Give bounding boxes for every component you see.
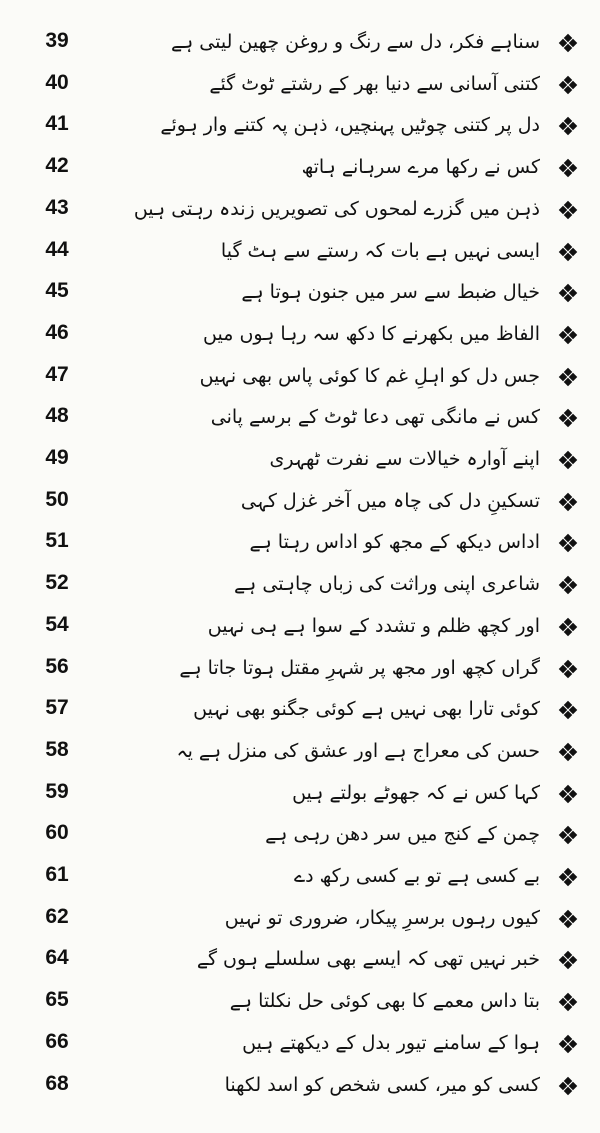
diamond-bullet-icon: [560, 369, 576, 385]
page-number: 66: [45, 1030, 69, 1053]
diamond-bullet-icon: [560, 77, 576, 93]
page-number: 65: [45, 988, 69, 1011]
diamond-bullet-icon: [560, 911, 576, 927]
toc-entry: [0, 481, 600, 522]
page-number: 58: [45, 738, 69, 761]
toc-entry: [0, 231, 600, 272]
entry-title: کتنی آسانی سے دنیا بھر کے رشتے ٹوٹ گئے: [209, 73, 540, 95]
diamond-bullet-icon: [560, 244, 576, 260]
toc-entry: [0, 356, 600, 397]
entry-title: کہا کس نے کہ جھوٹے بولتے ہیں: [292, 782, 540, 804]
diamond-bullet-icon: [560, 661, 576, 677]
page-number: 50: [45, 488, 69, 511]
entry-title: سناہے فکر، دل سے رنگ و روغن چھین لیتی ہے: [170, 31, 540, 53]
page-number: 48: [45, 404, 69, 427]
toc-entry: [0, 147, 600, 188]
diamond-bullet-icon: [560, 285, 576, 301]
diamond-bullet-icon: [560, 1036, 576, 1052]
toc-entry: [0, 564, 600, 605]
diamond-bullet-icon: [560, 577, 576, 593]
toc-entry: [0, 22, 600, 63]
page-number: 42: [45, 154, 69, 177]
toc-entry: [0, 439, 600, 480]
diamond-bullet-icon: [560, 535, 576, 551]
diamond-bullet-icon: [560, 786, 576, 802]
page-number: 64: [45, 946, 69, 969]
entry-title: بتا داس معمے کا بھی کوئی حل نکلتا ہے: [229, 990, 540, 1012]
toc-entry: [0, 1065, 600, 1106]
entry-title: دل پر کتنی چوٹیں پہنچیں، ذہن پہ کتنے وار ہوئے: [160, 114, 540, 136]
toc-entry: [0, 689, 600, 730]
page-number: 49: [45, 446, 69, 469]
diamond-bullet-icon: [560, 202, 576, 218]
entry-title: ایسی نہیں ہے بات کہ رستے سے ہٹ گیا: [220, 240, 540, 262]
page-number: 46: [45, 321, 69, 344]
diamond-bullet-icon: [560, 744, 576, 760]
toc-entry: [0, 856, 600, 897]
entry-title: کیوں رہوں برسرِ پیکار، ضروری تو نہیں: [224, 907, 540, 929]
page-number: 60: [45, 821, 69, 844]
toc-entry: [0, 314, 600, 355]
entry-title: کس نے رکھا مرے سرہانے ہاتھ: [301, 156, 540, 178]
diamond-bullet-icon: [560, 869, 576, 885]
page-number: 61: [45, 863, 69, 886]
entry-title: گراں کچھ اور مجھ پر شہرِ مقتل ہوتا جاتا ہے: [179, 657, 540, 679]
entry-title: خبر نہیں تھی کہ ایسے بھی سلسلے ہوں گے: [196, 948, 540, 970]
page-number: 39: [45, 29, 69, 52]
entry-title: الفاظ میں بکھرنے کا دکھ سہ رہا ہوں میں: [203, 323, 540, 345]
entry-title: کسی کو میر، کسی شخص کو اسد لکھنا: [224, 1074, 540, 1096]
diamond-bullet-icon: [560, 619, 576, 635]
diamond-bullet-icon: [560, 952, 576, 968]
page-number: 56: [45, 655, 69, 678]
page-number: 45: [45, 279, 69, 302]
toc-entry: [0, 64, 600, 105]
page-number: 57: [45, 696, 69, 719]
toc-entry: [0, 397, 600, 438]
diamond-bullet-icon: [560, 35, 576, 51]
toc-entry: [0, 814, 600, 855]
diamond-bullet-icon: [560, 994, 576, 1010]
toc-entry: [0, 1023, 600, 1064]
diamond-bullet-icon: [560, 327, 576, 343]
toc-entry: [0, 939, 600, 980]
diamond-bullet-icon: [560, 160, 576, 176]
entry-title: چمن کے کنج میں سر دھن رہی ہے: [265, 823, 540, 845]
toc-entry: [0, 898, 600, 939]
entry-title: کوئی تارا بھی نہیں ہے کوئی جگنو بھی نہیں: [193, 698, 540, 720]
entry-title: شاعری اپنی وراثت کی زباں چاہتی ہے: [234, 573, 540, 595]
toc-entry: [0, 105, 600, 146]
entry-title: تسکینِ دل کی چاہ میں آخر غزل کہی: [240, 490, 540, 512]
diamond-bullet-icon: [560, 1078, 576, 1094]
toc-entry: [0, 522, 600, 563]
entry-title: کس نے مانگی تھی دعا ٹوٹ کے برسے پانی: [210, 406, 540, 428]
entry-title: ہوا کے سامنے تیور بدل کے دیکھتے ہیں: [242, 1032, 540, 1054]
toc-entry: [0, 731, 600, 772]
entry-title: اپنے آوارہ خیالات سے نفرت ٹھہری: [269, 448, 540, 470]
page-number: 52: [45, 571, 69, 594]
diamond-bullet-icon: [560, 494, 576, 510]
entry-title: اور کچھ ظلم و تشدد کے سوا ہے ہی نہیں: [207, 615, 540, 637]
page-number: 44: [45, 238, 69, 261]
entry-title: حسن کی معراج ہے اور عشق کی منزل ہے یہ: [176, 740, 540, 762]
page-number: 40: [45, 71, 69, 94]
page-number: 68: [45, 1072, 69, 1095]
entry-title: ذہن میں گزرے لمحوں کی تصویریں زندہ رہتی ہیں: [133, 198, 540, 220]
page-number: 51: [45, 529, 69, 552]
toc-entry: [0, 773, 600, 814]
diamond-bullet-icon: [560, 827, 576, 843]
entry-title: خیال ضبط سے سر میں جنون ہوتا ہے: [241, 281, 540, 303]
diamond-bullet-icon: [560, 702, 576, 718]
page-number: 41: [45, 112, 69, 135]
toc-entry: [0, 189, 600, 230]
diamond-bullet-icon: [560, 410, 576, 426]
page-number: 54: [45, 613, 69, 636]
diamond-bullet-icon: [560, 452, 576, 468]
page-number: 47: [45, 363, 69, 386]
entry-title: بے کسی ہے تو بے کسی رکھ دے: [294, 865, 540, 887]
toc-entry: [0, 606, 600, 647]
page-number: 43: [45, 196, 69, 219]
page-number: 62: [45, 905, 69, 928]
diamond-bullet-icon: [560, 118, 576, 134]
toc-entry: [0, 648, 600, 689]
entry-title: جس دل کو اہلِ غم کا کوئی پاس بھی نہیں: [199, 365, 540, 387]
toc-entry: [0, 272, 600, 313]
page-number: 59: [45, 780, 69, 803]
entry-title: اداس دیکھ کے مجھ کو اداس رہتا ہے: [249, 531, 540, 553]
toc-entry: [0, 981, 600, 1022]
